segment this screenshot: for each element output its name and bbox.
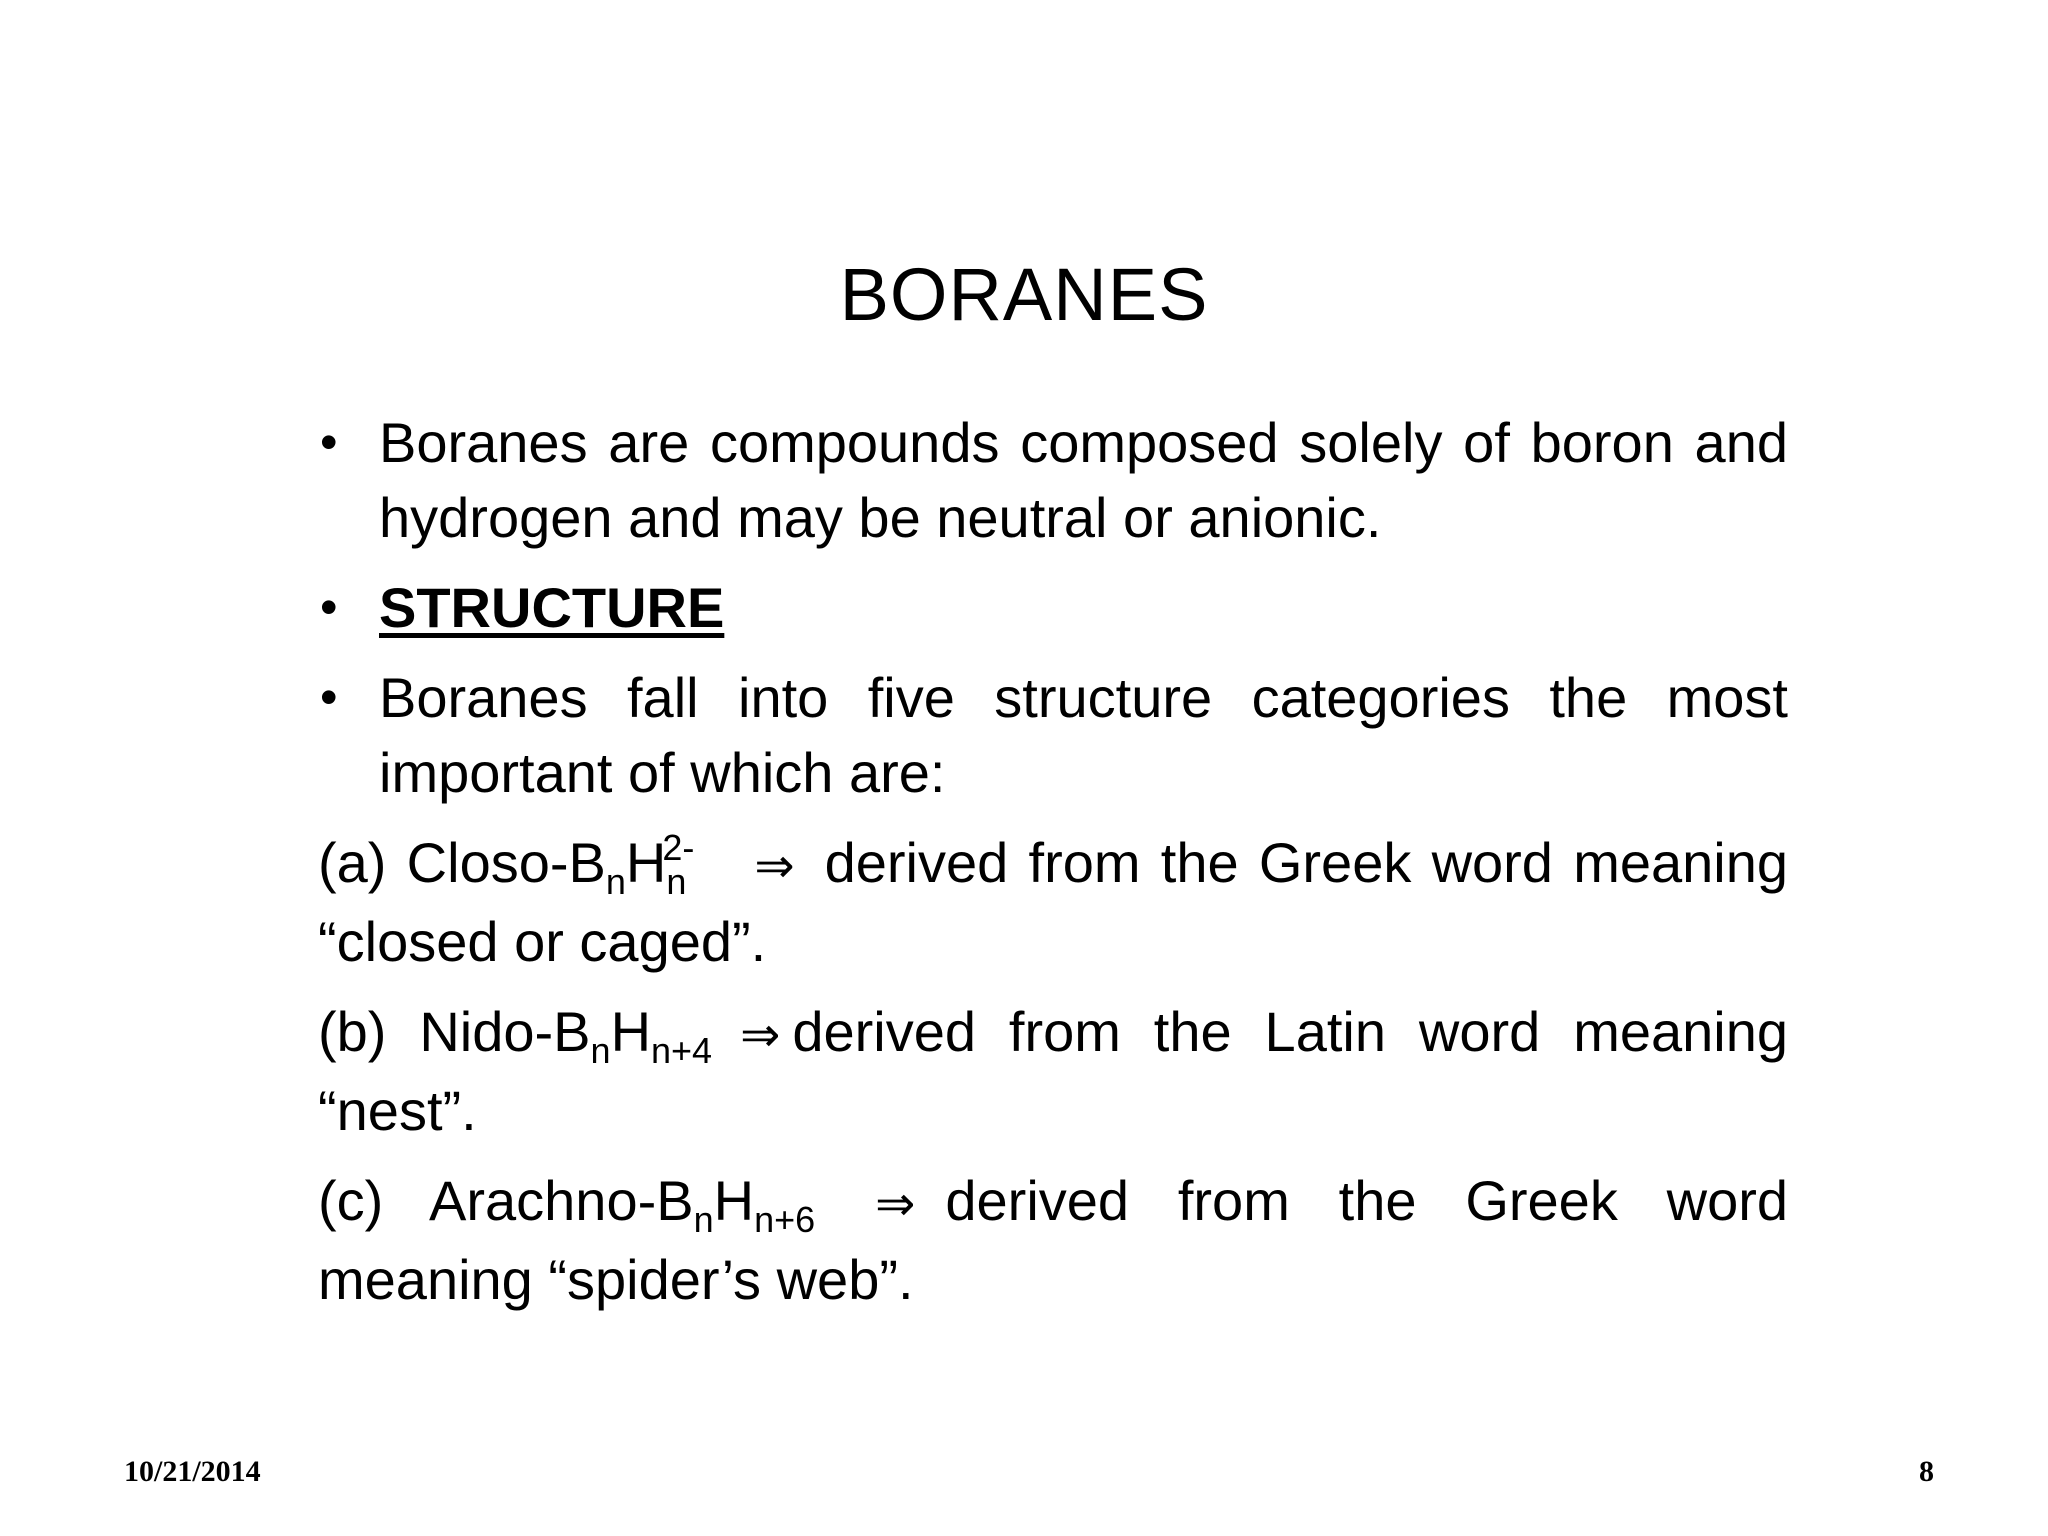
slide-title: BORANES [839, 253, 1209, 336]
category-description: derived from the Greek word meaning “spider’s web”. [318, 1169, 1788, 1311]
formula: (c) Arachno-$B_nH_{n+6}$ [318, 1169, 816, 1240]
bullet-item [318, 660, 1788, 810]
category-item-nido [318, 994, 1788, 1148]
bullet-item [318, 570, 1788, 645]
page-number: 8 [1919, 1455, 1934, 1488]
bullet-text: Boranes are compounds composed solely of boron and hydrogen and may be neutral or anionic. [379, 411, 1788, 549]
bullet-text: Boranes fall into five structure categories the most important of which are: [379, 666, 1788, 804]
implies-arrow-icon: ⇒ [740, 1007, 781, 1063]
formula: (a) Closo-$B_nH_n^{2-}$ [318, 827, 695, 902]
footer-date: 10/21/2014 [124, 1455, 261, 1488]
bullet-marker: • [320, 414, 338, 470]
bullet-marker: • [320, 669, 338, 725]
bullet-item [318, 405, 1788, 555]
structure-heading: STRUCTURE [379, 576, 725, 639]
slide-content [318, 405, 1788, 1332]
category-item-closo [318, 825, 1788, 979]
category-description: derived from the Greek word meaning “closed or caged”. [318, 831, 1789, 973]
category-description: derived from the Latin word meaning “nest”. [318, 1000, 1789, 1142]
implies-arrow-icon: ⇒ [754, 838, 795, 894]
formula: (b) Nido-$B_nH_{n+4}$ [318, 1000, 713, 1071]
bullet-marker: • [320, 579, 338, 635]
category-item-arachno [318, 1163, 1788, 1317]
implies-arrow-icon: ⇒ [875, 1176, 916, 1232]
